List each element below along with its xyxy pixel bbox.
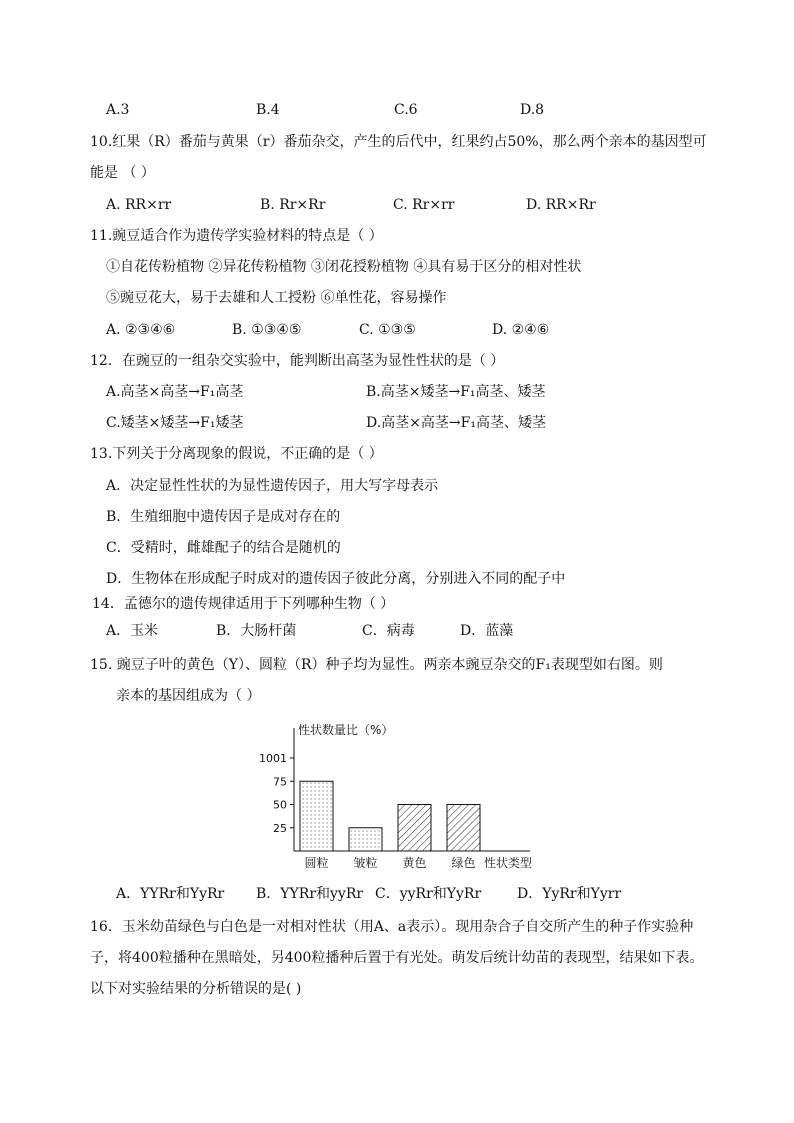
q12-option-d: D.高茎×高茎→F₁高茎、矮茎: [366, 415, 546, 431]
chart-bar-2: [349, 828, 382, 851]
q14-option-b: B．大肠杆菌: [216, 623, 297, 639]
chart-y-tick-label: 75: [273, 775, 287, 789]
q14-stem: 14．孟德尔的遗传规律适用于下列哪种生物（ ）: [92, 596, 395, 612]
q13-option-c: C．受精时，雌雄配子的结合是随机的: [106, 540, 341, 556]
q14-option-c: C．病毒: [362, 623, 415, 639]
q11-option-c: C. ①③⑤: [359, 322, 416, 338]
q10-option-a: A. RR×rr: [106, 197, 172, 213]
chart-x-tick-label: 绿色: [451, 856, 476, 870]
q13-option-a: A．决定显性性状的为显性遗传因子，用大写字母表示: [106, 478, 439, 494]
q14-option-d: D．蓝藻: [460, 623, 514, 639]
q10-option-c: C. Rr×rr: [393, 197, 455, 213]
chart-y-tick-label: 1001: [259, 752, 287, 765]
q9-option-a: A.3: [106, 102, 130, 118]
q9-option-d: D.8: [520, 102, 545, 118]
chart-y-tick-label: 50: [273, 798, 287, 812]
q16-stem-line1: 16．玉米幼苗绿色与白色是一对相对性状（用A、a表示）。现用杂合子自交所产生的种子作实验种: [90, 919, 694, 935]
q15-bar-chart: [258, 718, 533, 878]
q13-option-b: B．生殖细胞中遗传因子是成对存在的: [106, 509, 341, 525]
q16-stem-line3: 以下对实验结果的分析错误的是( ): [90, 981, 302, 997]
chart-bar-1: [300, 781, 333, 851]
chart-bar-4: [447, 805, 480, 852]
q13-stem: 13.下列关于分离现象的假说，不正确的是（ ）: [90, 446, 383, 462]
chart-bar-3: [398, 805, 431, 852]
q16-stem-line2: 子，将400粒播种在黑暗处，另400粒播种后置于有光处。萌发后统计幼苗的表现型，结果如下表。: [90, 950, 704, 966]
chart-x-axis-label: 性状类型: [484, 856, 533, 870]
q9-option-c: C.6: [394, 102, 418, 118]
chart-y-tick-label: 25: [273, 821, 287, 835]
q9-option-b: B.4: [256, 102, 280, 118]
q15-stem-line2: 亲本的基因组成为（ ）: [116, 688, 261, 704]
q12-option-c: C.矮茎×矮茎→F₁矮茎: [106, 415, 244, 431]
chart-x-tick-label: 黄色: [402, 856, 427, 870]
q12-option-a: A.高茎×高茎→F₁高茎: [106, 384, 244, 400]
q11-statements-line1: ①自花传粉植物 ②异花传粉植物 ③闭花授粉植物 ④具有易于区分的相对性状: [106, 259, 582, 275]
chart-x-tick-label: 圆粒: [304, 856, 329, 870]
q15-option-c: C．yyRr和YyRr: [375, 886, 482, 902]
q15-option-d: D．YyRr和Yyrr: [517, 886, 622, 902]
q11-statements-line2: ⑤豌豆花大，易于去雄和人工授粉 ⑥单性花，容易操作: [106, 290, 447, 306]
q13-option-d: D．生物体在形成配子时成对的遗传因子彼此分离，分别进入不同的配子中: [106, 571, 566, 587]
q12-stem: 12．在豌豆的一组杂交实验中，能判断出高茎为显性性状的是（ ）: [90, 353, 505, 369]
q11-option-d: D. ②④⑥: [492, 322, 550, 338]
q10-stem-line2: 能是 （ ）: [90, 165, 155, 181]
q14-option-a: A．玉米: [106, 623, 159, 639]
chart-y-axis-label: 性状数量比（%）: [298, 723, 394, 737]
q10-option-b: B. Rr×Rr: [260, 197, 326, 213]
q10-option-d: D. RR×Rr: [526, 197, 596, 213]
q11-stem: 11.豌豆适合作为遗传学实验材料的特点是（ ）: [90, 228, 383, 244]
q11-option-b: B. ①③④⑤: [232, 322, 302, 338]
q12-option-b: B.高茎×矮茎→F₁高茎、矮茎: [366, 384, 546, 400]
q15-option-a: A．YYRr和YyRr: [116, 886, 225, 902]
q15-stem-line1: 15. 豌豆子叶的黄色（Y）、圆粒（R）种子均为显性。两亲本豌豆杂交的F₁表现型如右图。则: [90, 657, 663, 673]
chart-x-tick-label: 皱粒: [353, 856, 378, 870]
q10-stem-line1: 10.红果（R）番茄与黄果（r）番茄杂交，产生的后代中，红果约占50%，那么两个亲本的基因型可: [90, 134, 707, 150]
q11-option-a: A. ②③④⑥: [106, 322, 176, 338]
q15-option-b: B．YYRr和yyRr: [256, 886, 364, 902]
